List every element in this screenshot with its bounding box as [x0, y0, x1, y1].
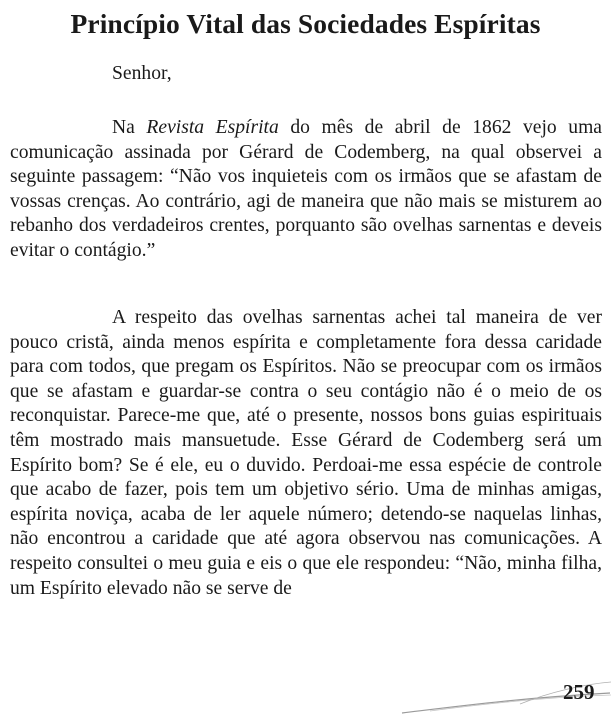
paragraph-1-text: do mês de abril de 1862 vejo uma comunicação assinada por Gérard de Codemberg, na qual observei a seguinte passagem: “Não vos inquieteis com os irmãos que se afastam de vossas crenças. Ao contrário, agi de maneira que não mais se misturem ao rebanho dos verdadeiros crentes, porquanto são ovelhas sarnentas e deveis evitar o contágio.” [10, 117, 603, 261]
greeting: Senhor, [112, 63, 172, 84]
page-title: Princípio Vital das Sociedades Espíritas [70, 8, 541, 39]
page-number: 259 [563, 680, 595, 704]
paragraph-2: A respeito das ovelhas sarnentas achei tal maneira de ver pouco cristã, ainda menos espírita e completamente fora dessa caridade para com todos, que pregam os Espíritos. Não se preocupar com os irmãos que se afastam e guardar-se contra o seu contágio não é o meio de os reconquistar. Parece-me que, até o presente, nossos bons guias espirituais têm mostrado mais mansuetude. Esse Gérard de Codemberg será um Espírito bom? Se é ele, eu o duvido. Perdoai-me essa espécie de controle que acabo de fazer, pois tem um objetivo sério. Uma de minhas amigas, espírita noviça, acaba de ler aquele número; detendo-se naquelas linhas, não encontrou a caridade que até agora observou nas comunicações. A respeito consultei o meu guia e eis o que ele respondeu: “Não, minha filha, um Espírito elevado não se serve de [10, 307, 602, 599]
paragraph-1-prefix: Na [112, 117, 147, 138]
journal-title-italic: Revista Espírita [146, 117, 279, 138]
paragraph-1 [10, 116, 602, 264]
